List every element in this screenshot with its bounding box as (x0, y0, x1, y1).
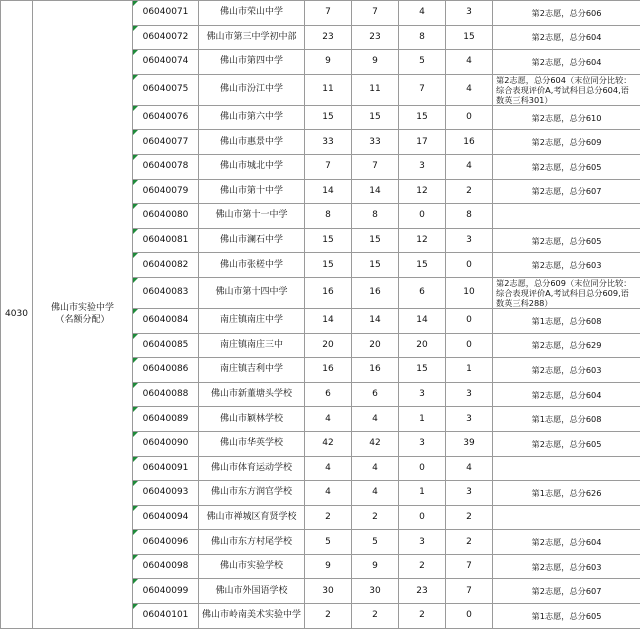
cell-flag-icon (133, 1, 138, 6)
enrolled-count-cell: 30 (352, 579, 399, 604)
school-code-text: 06040091 (143, 463, 189, 473)
remaining-count-cell: 3 (446, 481, 493, 506)
school-code-text: 06040099 (143, 586, 189, 596)
group-code-cell: 4030 (1, 1, 33, 629)
group-name-line2: （名额分配） (36, 314, 129, 326)
admission-note-cell (493, 456, 640, 481)
school-code-text: 06040081 (143, 235, 189, 245)
admission-note-cell: 第1志愿，总分608 (493, 407, 640, 432)
school-code-cell (133, 505, 199, 530)
school-name-cell: 佛山市第十中学 (199, 179, 305, 204)
enrolled-count-cell: 7 (352, 154, 399, 179)
remaining-count-cell: 3 (446, 228, 493, 253)
plan-count-cell: 15 (305, 105, 352, 130)
school-code-text: 06040080 (143, 210, 189, 220)
school-code-cell (133, 481, 199, 506)
remaining-count-cell: 0 (446, 105, 493, 130)
table-row (1, 1, 640, 26)
admission-note-cell: 第2志愿，总分605 (493, 431, 640, 456)
admission-note-cell (493, 505, 640, 530)
plan-count-cell: 5 (305, 530, 352, 555)
school-code-text: 06040090 (143, 438, 189, 448)
admitted-count-cell: 12 (399, 228, 446, 253)
school-code-text: 06040083 (143, 287, 189, 297)
plan-count-cell: 6 (305, 382, 352, 407)
cell-flag-icon (133, 26, 138, 31)
cell-flag-icon (133, 506, 138, 511)
admission-note-cell: 第2志愿，总分604（末位同分比较：综合表现评价A,考试科目总分604,语数英三科301） (493, 74, 640, 105)
admitted-count-cell: 7 (399, 74, 446, 105)
plan-count-cell: 4 (305, 481, 352, 506)
admitted-count-cell: 0 (399, 456, 446, 481)
admitted-count-cell: 1 (399, 481, 446, 506)
school-code-cell (133, 74, 199, 105)
admitted-count-cell: 12 (399, 179, 446, 204)
school-name-cell: 佛山市荣山中学 (199, 1, 305, 26)
admitted-count-cell: 15 (399, 358, 446, 383)
remaining-count-cell: 15 (446, 25, 493, 50)
remaining-count-cell: 1 (446, 358, 493, 383)
cell-flag-icon (133, 432, 138, 437)
school-name-cell: 佛山市第六中学 (199, 105, 305, 130)
enrolled-count-cell: 4 (352, 481, 399, 506)
school-name-cell: 佛山市第四中学 (199, 50, 305, 75)
cell-flag-icon (133, 50, 138, 55)
enrolled-count-cell: 7 (352, 1, 399, 26)
cell-flag-icon (133, 130, 138, 135)
remaining-count-cell: 0 (446, 604, 493, 629)
enrolled-count-cell: 2 (352, 604, 399, 629)
admission-note-cell: 第2志愿，总分604 (493, 530, 640, 555)
remaining-count-cell: 2 (446, 530, 493, 555)
table-body (1, 1, 640, 629)
admitted-count-cell: 4 (399, 1, 446, 26)
remaining-count-cell: 2 (446, 505, 493, 530)
plan-count-cell: 20 (305, 333, 352, 358)
school-code-text: 06040089 (143, 414, 189, 424)
cell-flag-icon (133, 309, 138, 314)
plan-count-cell: 7 (305, 1, 352, 26)
admission-note-cell: 第2志愿，总分609（末位同分比较：综合表现评价A,考试科目总分609,语数英三科288） (493, 277, 640, 308)
school-code-cell (133, 604, 199, 629)
school-code-cell (133, 1, 199, 26)
plan-count-cell: 15 (305, 253, 352, 278)
remaining-count-cell: 4 (446, 154, 493, 179)
school-name-cell: 佛山市惠景中学 (199, 130, 305, 155)
school-code-text: 06040079 (143, 186, 189, 196)
school-code-text: 06040076 (143, 112, 189, 122)
admission-note-cell: 第2志愿，总分605 (493, 154, 640, 179)
school-name-cell: 南庄镇南庄中学 (199, 308, 305, 333)
school-name-cell: 佛山市汾江中学 (199, 74, 305, 105)
enrolled-count-cell: 14 (352, 308, 399, 333)
school-code-cell (133, 130, 199, 155)
plan-count-cell: 33 (305, 130, 352, 155)
admitted-count-cell: 0 (399, 505, 446, 530)
remaining-count-cell: 0 (446, 333, 493, 358)
admitted-count-cell: 15 (399, 253, 446, 278)
school-code-text: 06040075 (143, 84, 189, 94)
admission-note-cell: 第2志愿，总分603 (493, 253, 640, 278)
school-name-cell: 佛山市禅城区育贤学校 (199, 505, 305, 530)
admitted-count-cell: 3 (399, 382, 446, 407)
remaining-count-cell: 4 (446, 456, 493, 481)
school-name-cell: 佛山市第十一中学 (199, 204, 305, 229)
enrolled-count-cell: 6 (352, 382, 399, 407)
plan-count-cell: 2 (305, 505, 352, 530)
plan-count-cell: 14 (305, 179, 352, 204)
admitted-count-cell: 5 (399, 50, 446, 75)
plan-count-cell: 14 (305, 308, 352, 333)
enrolled-count-cell: 16 (352, 358, 399, 383)
cell-flag-icon (133, 358, 138, 363)
cell-flag-icon (133, 407, 138, 412)
plan-count-cell: 4 (305, 407, 352, 432)
school-code-cell (133, 204, 199, 229)
school-code-cell (133, 333, 199, 358)
enrolled-count-cell: 8 (352, 204, 399, 229)
admission-note-cell: 第2志愿，总分606 (493, 1, 640, 26)
plan-count-cell: 2 (305, 604, 352, 629)
plan-count-cell: 4 (305, 456, 352, 481)
plan-count-cell: 9 (305, 50, 352, 75)
school-name-cell: 佛山市张槎中学 (199, 253, 305, 278)
school-code-cell (133, 228, 199, 253)
school-code-cell (133, 277, 199, 308)
cell-flag-icon (133, 604, 138, 609)
school-code-text: 06040101 (143, 610, 189, 620)
enrolled-count-cell: 4 (352, 456, 399, 481)
school-code-text: 06040072 (143, 32, 189, 42)
cell-flag-icon (133, 204, 138, 209)
school-code-text: 06040077 (143, 137, 189, 147)
school-name-cell: 佛山市岭南美术实验中学 (199, 604, 305, 629)
admission-note-cell: 第2志愿，总分610 (493, 105, 640, 130)
remaining-count-cell: 10 (446, 277, 493, 308)
admission-note-cell (493, 204, 640, 229)
remaining-count-cell: 8 (446, 204, 493, 229)
remaining-count-cell: 0 (446, 253, 493, 278)
remaining-count-cell: 0 (446, 308, 493, 333)
school-code-cell (133, 105, 199, 130)
school-code-cell (133, 407, 199, 432)
cell-flag-icon (133, 106, 138, 111)
remaining-count-cell: 3 (446, 382, 493, 407)
school-code-text: 06040086 (143, 364, 189, 374)
school-code-cell (133, 179, 199, 204)
enrolled-count-cell: 2 (352, 505, 399, 530)
admitted-count-cell: 6 (399, 277, 446, 308)
school-code-text: 06040088 (143, 389, 189, 399)
plan-count-cell: 30 (305, 579, 352, 604)
admission-note-cell: 第1志愿，总分605 (493, 604, 640, 629)
school-name-cell: 佛山市东方村尾学校 (199, 530, 305, 555)
plan-count-cell: 7 (305, 154, 352, 179)
cell-flag-icon (133, 75, 138, 80)
school-name-cell: 佛山市第十四中学 (199, 277, 305, 308)
remaining-count-cell: 4 (446, 50, 493, 75)
school-code-cell (133, 154, 199, 179)
plan-count-cell: 16 (305, 277, 352, 308)
cell-flag-icon (133, 383, 138, 388)
admitted-count-cell: 23 (399, 579, 446, 604)
remaining-count-cell: 3 (446, 1, 493, 26)
admitted-count-cell: 8 (399, 25, 446, 50)
school-code-text: 06040085 (143, 340, 189, 350)
admission-note-cell: 第2志愿，总分605 (493, 228, 640, 253)
admission-note-cell: 第2志愿，总分603 (493, 554, 640, 579)
cell-flag-icon (133, 334, 138, 339)
school-name-cell: 佛山市城北中学 (199, 154, 305, 179)
cell-flag-icon (133, 555, 138, 560)
admitted-count-cell: 2 (399, 604, 446, 629)
school-code-text: 06040082 (143, 260, 189, 270)
enrolled-count-cell: 42 (352, 431, 399, 456)
plan-count-cell: 8 (305, 204, 352, 229)
school-code-cell (133, 530, 199, 555)
school-code-cell (133, 431, 199, 456)
cell-flag-icon (133, 229, 138, 234)
school-code-text: 06040071 (143, 7, 189, 17)
school-name-cell: 佛山市外国语学校 (199, 579, 305, 604)
admitted-count-cell: 3 (399, 530, 446, 555)
school-code-cell (133, 253, 199, 278)
cell-flag-icon (133, 481, 138, 486)
admitted-count-cell: 0 (399, 204, 446, 229)
school-code-cell (133, 456, 199, 481)
school-name-cell: 佛山市实验学校 (199, 554, 305, 579)
school-code-cell (133, 308, 199, 333)
plan-count-cell: 16 (305, 358, 352, 383)
cell-flag-icon (133, 579, 138, 584)
school-code-text: 06040074 (143, 56, 189, 66)
admission-note-cell: 第1志愿，总分626 (493, 481, 640, 506)
school-name-cell: 佛山市东方润官学校 (199, 481, 305, 506)
enrolled-count-cell: 33 (352, 130, 399, 155)
admitted-count-cell: 17 (399, 130, 446, 155)
school-name-cell: 佛山市体育运动学校 (199, 456, 305, 481)
cell-flag-icon (133, 278, 138, 283)
plan-count-cell: 11 (305, 74, 352, 105)
remaining-count-cell: 39 (446, 431, 493, 456)
group-name-cell (33, 1, 133, 629)
enrolled-count-cell: 9 (352, 554, 399, 579)
admission-note-cell: 第2志愿，总分607 (493, 579, 640, 604)
admission-note-cell: 第2志愿，总分604 (493, 50, 640, 75)
admission-note-cell: 第2志愿，总分609 (493, 130, 640, 155)
enrolled-count-cell: 15 (352, 228, 399, 253)
school-code-text: 06040078 (143, 161, 189, 171)
school-code-text: 06040098 (143, 561, 189, 571)
school-code-cell (133, 579, 199, 604)
school-code-cell (133, 50, 199, 75)
enrolled-count-cell: 5 (352, 530, 399, 555)
cell-flag-icon (133, 253, 138, 258)
school-code-text: 06040093 (143, 487, 189, 497)
admission-note-cell: 第2志愿，总分604 (493, 382, 640, 407)
school-code-text: 06040094 (143, 512, 189, 522)
school-name-cell: 南庄镇南庄三中 (199, 333, 305, 358)
school-name-cell: 佛山市第三中学初中部 (199, 25, 305, 50)
school-name-cell: 南庄镇吉利中学 (199, 358, 305, 383)
enrolled-count-cell: 9 (352, 50, 399, 75)
cell-flag-icon (133, 457, 138, 462)
remaining-count-cell: 7 (446, 554, 493, 579)
remaining-count-cell: 3 (446, 407, 493, 432)
school-name-cell: 佛山市华英学校 (199, 431, 305, 456)
admitted-count-cell: 2 (399, 554, 446, 579)
cell-flag-icon (133, 155, 138, 160)
school-name-cell: 佛山市澜石中学 (199, 228, 305, 253)
enrolled-count-cell: 11 (352, 74, 399, 105)
admission-note-cell: 第2志愿，总分607 (493, 179, 640, 204)
enrolled-count-cell: 23 (352, 25, 399, 50)
group-name-line1: 佛山市实验中学 (36, 302, 129, 314)
admitted-count-cell: 3 (399, 154, 446, 179)
enrolled-count-cell: 14 (352, 179, 399, 204)
remaining-count-cell: 4 (446, 74, 493, 105)
remaining-count-cell: 2 (446, 179, 493, 204)
admission-note-cell: 第2志愿，总分604 (493, 25, 640, 50)
plan-count-cell: 9 (305, 554, 352, 579)
plan-count-cell: 23 (305, 25, 352, 50)
admitted-count-cell: 14 (399, 308, 446, 333)
enrolled-count-cell: 15 (352, 253, 399, 278)
enrolled-count-cell: 16 (352, 277, 399, 308)
admitted-count-cell: 20 (399, 333, 446, 358)
school-code-cell (133, 358, 199, 383)
remaining-count-cell: 16 (446, 130, 493, 155)
remaining-count-cell: 7 (446, 579, 493, 604)
admitted-count-cell: 3 (399, 431, 446, 456)
enrolled-count-cell: 15 (352, 105, 399, 130)
admission-note-cell: 第2志愿，总分603 (493, 358, 640, 383)
admission-note-cell: 第1志愿，总分608 (493, 308, 640, 333)
school-code-cell (133, 25, 199, 50)
school-code-cell (133, 382, 199, 407)
admission-note-cell: 第2志愿，总分629 (493, 333, 640, 358)
enrolled-count-cell: 4 (352, 407, 399, 432)
admitted-count-cell: 15 (399, 105, 446, 130)
school-name-cell: 佛山市新董塘头学校 (199, 382, 305, 407)
school-code-text: 06040084 (143, 315, 189, 325)
plan-count-cell: 15 (305, 228, 352, 253)
admitted-count-cell: 1 (399, 407, 446, 432)
school-code-text: 06040096 (143, 537, 189, 547)
enrolled-count-cell: 20 (352, 333, 399, 358)
cell-flag-icon (133, 180, 138, 185)
school-code-cell (133, 554, 199, 579)
cell-flag-icon (133, 530, 138, 535)
school-name-cell: 佛山市颖林学校 (199, 407, 305, 432)
plan-count-cell: 42 (305, 431, 352, 456)
